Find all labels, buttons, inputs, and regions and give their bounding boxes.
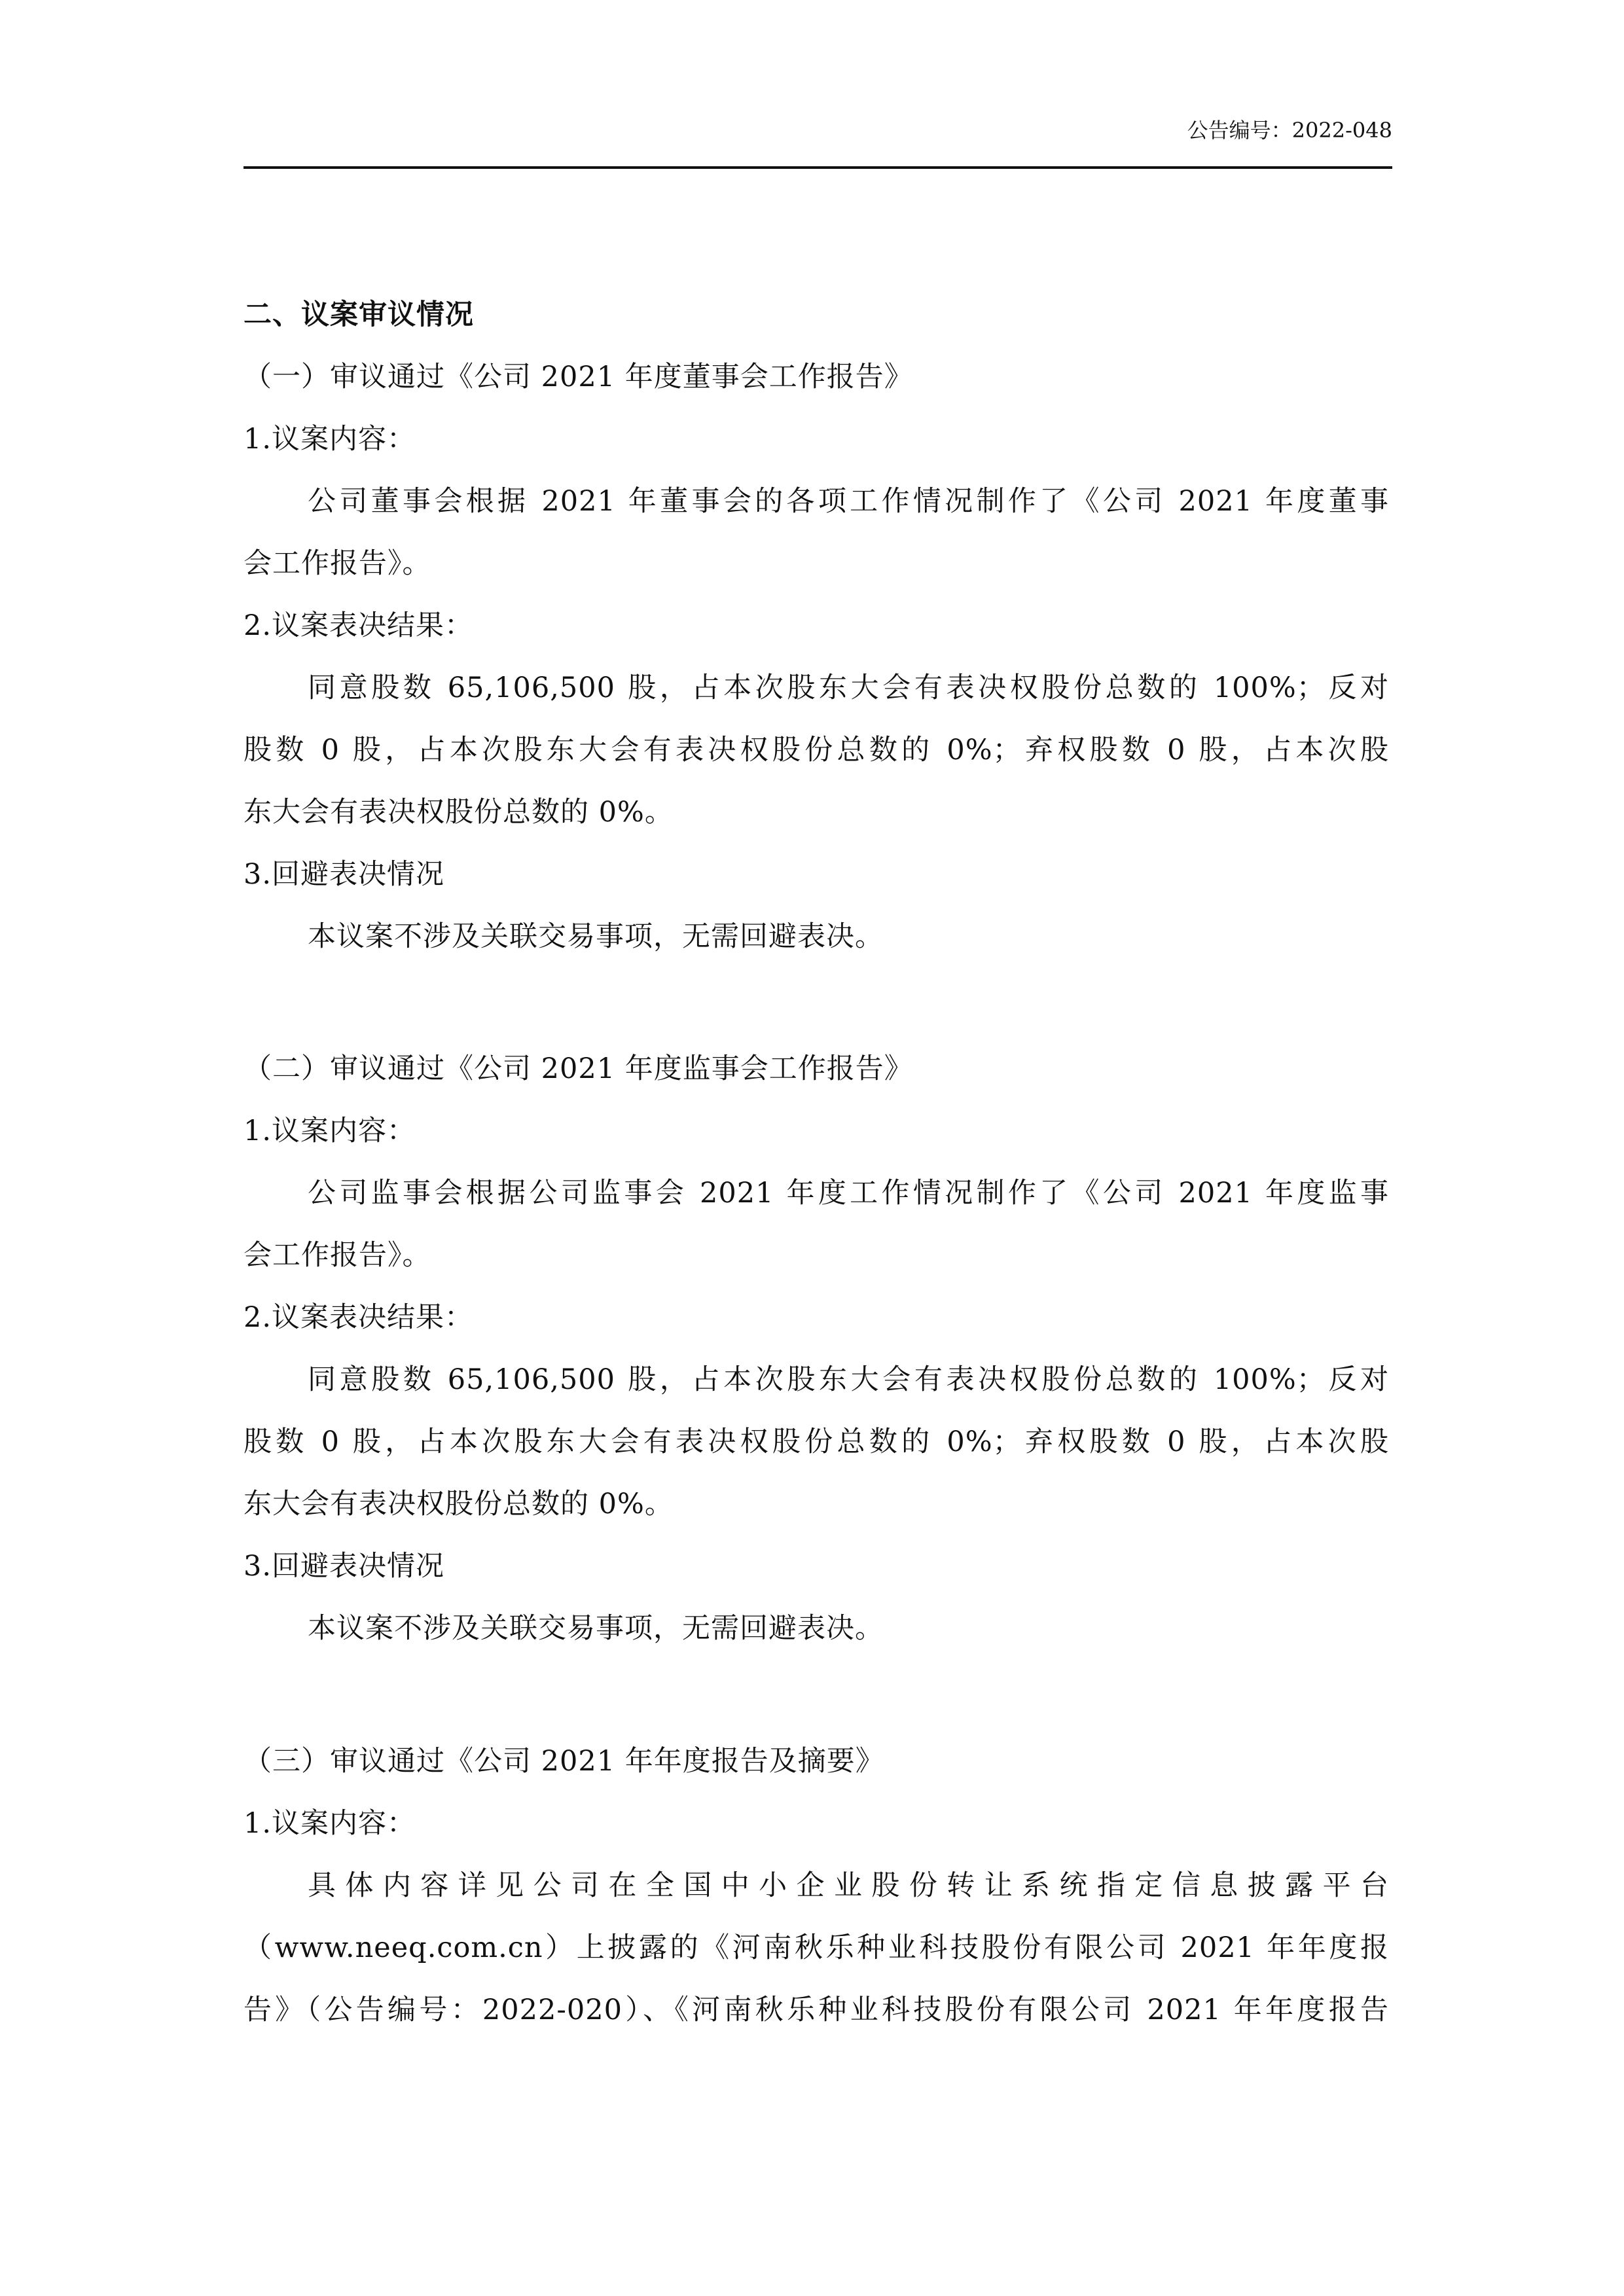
motion-1-vote-text-end: 东大会有表决权股份总数的 0%。	[244, 796, 674, 829]
motion-3-content-label: 1.议案内容：	[244, 1807, 416, 1840]
motion-1-vote-text-cont: 股数 0 股，占本次股东大会有表决权股份总数的 0%；弃权股数 0 股，占本次股	[244, 734, 1389, 766]
motion-1-vote-text: 同意股数 65,106,500 股，占本次股东大会有表决权股份总数的 100%；反对	[308, 672, 1389, 704]
motion-2-vote-label: 2.议案表决结果：	[244, 1301, 474, 1334]
motion-1-content-label: 1.议案内容：	[244, 423, 416, 456]
announcement-number: 公告编号：2022-048	[1187, 118, 1392, 143]
motion-2-recusal-label: 3.回避表决情况	[244, 1550, 445, 1583]
motion-2-title: （二）审议通过《公司 2021 年度监事会工作报告》	[244, 1052, 913, 1085]
motion-2-content-text: 公司监事会根据公司监事会 2021 年度工作情况制作了《公司 2021 年度监事	[308, 1177, 1389, 1210]
motion-3-content-text-end: 告》（公告编号：2022-020）、《河南秋乐种业科技股份有限公司 2021 年年度报告	[244, 1994, 1389, 2026]
motion-2-vote-text: 同意股数 65,106,500 股，占本次股东大会有表决权股份总数的 100%；反对	[308, 1363, 1389, 1396]
motion-3-title: （三）审议通过《公司 2021 年年度报告及摘要》	[244, 1745, 884, 1778]
motion-2-vote-text-cont: 股数 0 股，占本次股东大会有表决权股份总数的 0%；弃权股数 0 股，占本次股	[244, 1426, 1389, 1458]
motion-3-content-text-cont: （www.neeq.com.cn）上披露的《河南秋乐种业科技股份有限公司 2021 年年度报	[244, 1931, 1389, 1964]
motion-2-vote-text-end: 东大会有表决权股份总数的 0%。	[244, 1488, 674, 1520]
motion-2-content-text-cont: 会工作报告》。	[244, 1239, 431, 1272]
motion-1-recusal-label: 3.回避表决情况	[244, 858, 445, 891]
page-header	[244, 108, 1392, 169]
motion-2-recusal-text: 本议案不涉及关联交易事项，无需回避表决。	[308, 1612, 884, 1645]
motion-1-recusal-text: 本议案不涉及关联交易事项，无需回避表决。	[308, 920, 884, 953]
motion-1-title: （一）审议通过《公司 2021 年度董事会工作报告》	[244, 361, 913, 393]
header-rule	[244, 166, 1392, 169]
motion-1-content-text: 公司董事会根据 2021 年董事会的各项工作情况制作了《公司 2021 年度董事	[308, 485, 1389, 518]
motion-1-vote-label: 2.议案表决结果：	[244, 609, 474, 642]
section-title: 二、议案审议情况	[244, 298, 474, 331]
motion-3-content-text: 具体内容详见公司在全国中小企业股份转让系统指定信息披露平台	[308, 1869, 1389, 1902]
motion-1-content-text-cont: 会工作报告》。	[244, 547, 431, 580]
motion-2-content-label: 1.议案内容：	[244, 1115, 416, 1147]
